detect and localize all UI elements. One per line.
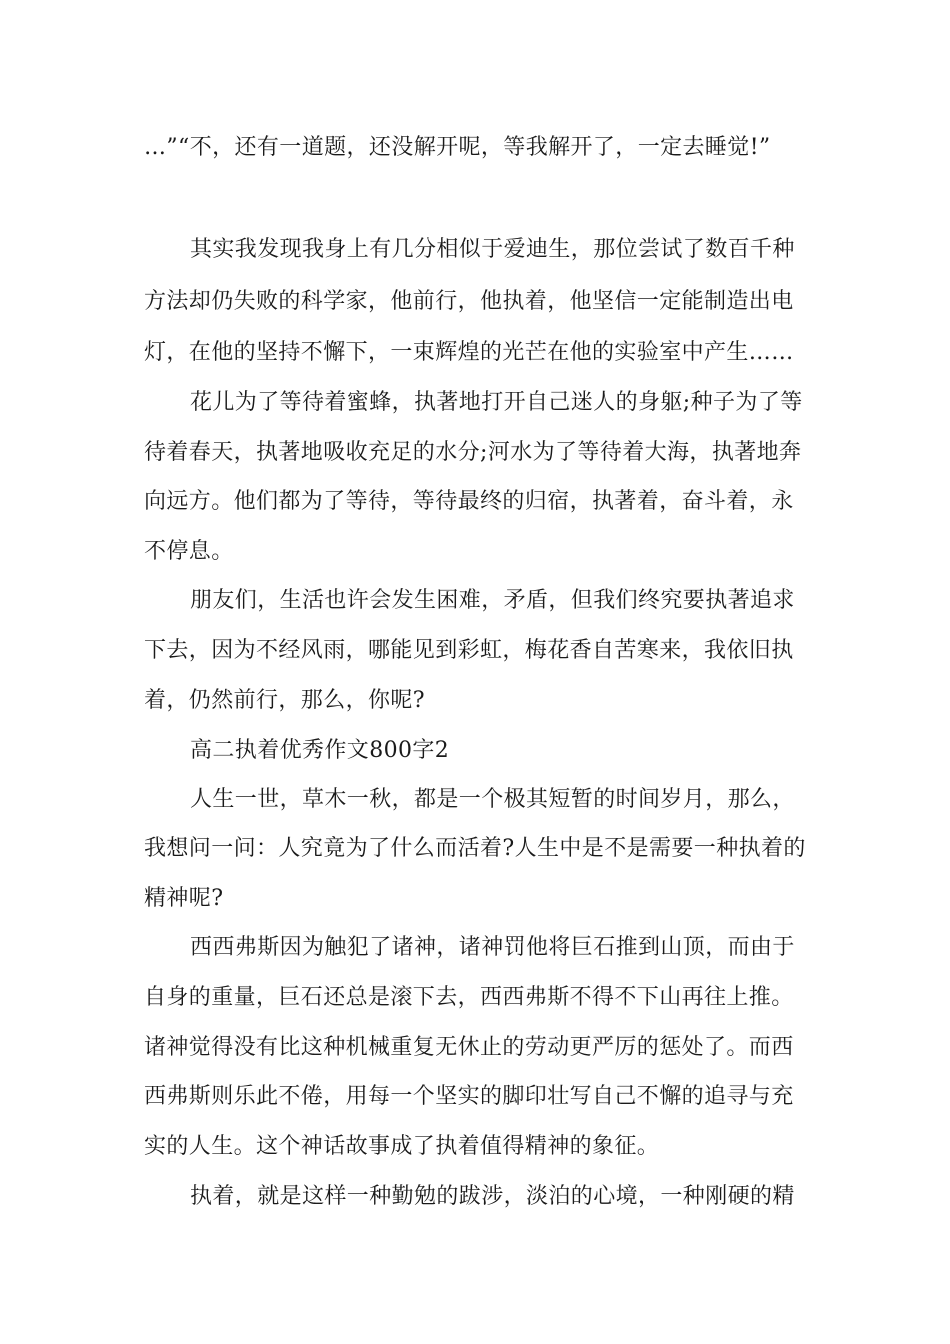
text-line-5: 花儿为了等待着蜜蜂，执著地打开自己迷人的身躯;种子为了等 [190,390,803,415]
text-line-3: 方法却仍失败的科学家，他前行，他执着，他坚信一定能制造出电 [144,289,794,314]
text-line-4: 灯，在他的坚持不懈下，一束辉煌的光芒在他的实验室中产生…… [144,340,794,365]
text-line-11: 着，仍然前行，那么，你呢? [144,688,425,713]
text-line-8: 不停息。 [144,539,234,564]
text-line-20: 执着，就是这样一种勤勉的跋涉，淡泊的心境，一种刚硬的精 [190,1184,795,1209]
text-line-13: 我想问一问：人究竟为了什么而活着?人生中是不是需要一种执着的 [144,836,806,861]
text-line-7: 向远方。他们都为了等待，等待最终的归宿，执著着，奋斗着，永 [144,489,794,514]
text-line-14: 精神呢? [144,886,224,911]
text-line-10: 下去，因为不经风雨，哪能见到彩虹，梅花香自苦寒来，我依旧执 [144,638,794,663]
text-line-18: 西弗斯则乐此不倦，用每一个坚实的脚印壮写自己不懈的追寻与充 [144,1084,794,1109]
text-line-6: 待着春天，执著地吸收充足的水分;河水为了等待着大海，执著地奔 [144,440,802,465]
section-heading: 高二执着优秀作文800字2 [190,738,450,763]
text-line-19: 实的人生。这个神话故事成了执着值得精神的象征。 [144,1134,660,1159]
text-line-12: 人生一世，草木一秋，都是一个极其短暂的时间岁月，那么， [190,787,795,812]
text-line-1: …”“不，还有一道题，还没解开呢，等我解开了，一定去睡觉!” [144,135,771,160]
text-line-17: 诸神觉得没有比这种机械重复无休止的劳动更严厉的惩处了。而西 [144,1035,794,1060]
text-line-16: 自身的重量，巨石还总是滚下去，西西弗斯不得不下山再往上推。 [144,985,794,1010]
text-line-2: 其实我发现我身上有几分相似于爱迪生，那位尝试了数百千种 [190,237,795,262]
text-line-9: 朋友们，生活也许会发生困难，矛盾，但我们终究要执著追求 [190,588,795,613]
text-line-15: 西西弗斯因为触犯了诸神，诸神罚他将巨石推到山顶，而由于 [190,935,795,960]
